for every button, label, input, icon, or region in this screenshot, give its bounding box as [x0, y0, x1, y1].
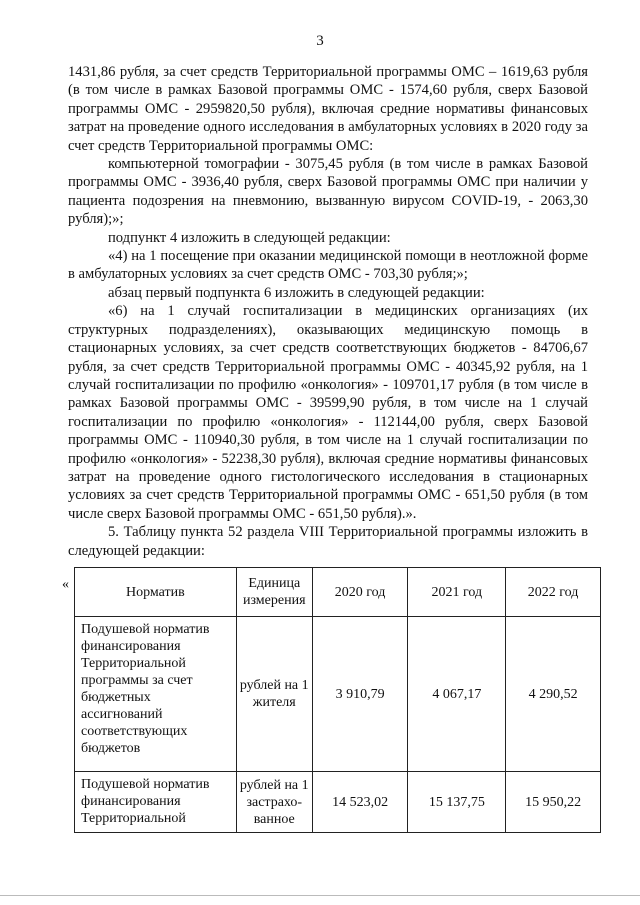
- table-row: [75, 617, 601, 772]
- quote-mark: «: [62, 577, 69, 592]
- value-2020: 3 910,79: [312, 617, 408, 772]
- table-header-row: [75, 568, 601, 617]
- norm-name: Подушевой норматив финансирования Территориальной: [75, 772, 237, 833]
- paragraph: 5. Таблицу пункта 52 раздела VIII Территориальной программы изложить в следующей редакции:: [68, 524, 588, 559]
- norm-name: Подушевой норматив финансирования Территориальной программы за счет бюджетных ассигнований соответствующих бюджетов: [75, 617, 237, 772]
- paragraph: «6) на 1 случай госпитализации в медицинских организациях (их структурных подразделениях), оказывающих медицинскую помощь в стационарных условиях, за счет средств соответствующих бюджетов - 84706,67 рубля, за счет средств Территориальной программы ОМС - 40345,92 рубля, на 1 случай госпитализации по профилю «онкология» - 109701,17 рубля (в том числе в рамках Базовой программы ОМС - 39599,90 рубля, в том числе на 1 случай госпитализации по профилю «онкология» - 112144,00 рубля, сверх Базовой программы ОМС - 110940,30 рубля, в том числе на 1 случай госпитализации по профилю «онкология» - 52238,30 рубля), включая средние нормативы финансовых затрат на проведение одного гистологического исследования в стационарных условиях за счет средств Территориальной программы ОМС - 651,50 рубля (в том числе сверх Базовой программы ОМС - 651,50 рубля).».: [68, 303, 588, 522]
- body-text: [68, 63, 588, 560]
- header-2021: 2021 год: [408, 568, 506, 617]
- paragraph: 1431,86 рубля, за счет средств Территориальной программы ОМС – 1619,63 рубля (в том числе в рамках Базовой программы ОМС - 1574,60 рубля, сверх Базовой программы ОМС - 2959820,50 рубля), включая средние нормативы финансовых затрат на проведение одного исследования в амбулаторных условиях в 2020 году за счет средств Территориальной программы ОМС:: [68, 64, 588, 154]
- header-2020: 2020 год: [312, 568, 408, 617]
- paragraph: абзац первый подпункта 6 изложить в следующей редакции:: [108, 284, 485, 301]
- value-2021: 15 137,75: [408, 772, 506, 833]
- value-2022: 4 290,52: [506, 617, 601, 772]
- value-2021: 4 067,17: [408, 617, 506, 772]
- header-2022: 2022 год: [506, 568, 601, 617]
- header-norm: Норматив: [75, 568, 237, 617]
- value-2020: 14 523,02: [312, 772, 408, 833]
- norms-table: [74, 567, 601, 833]
- paragraph: подпункт 4 изложить в следующей редакции:: [108, 229, 391, 246]
- page-bottom-edge: [0, 895, 640, 896]
- unit: рублей на 1 застрахо-ванное: [236, 772, 312, 833]
- table-row: [75, 772, 601, 833]
- value-2022: 15 950,22: [506, 772, 601, 833]
- header-unit: Единица измерения: [236, 568, 312, 617]
- paragraph: «4) на 1 посещение при оказании медицинской помощи в неотложной форме в амбулаторных условиях за счет средств ОМС - 703,30 рубля;»;: [68, 248, 588, 283]
- page-number: 3: [316, 33, 324, 49]
- paragraph: компьютерной томографии - 3075,45 рубля (в том числе в рамках Базовой программы ОМС - 3936,40 рубля, сверх Базовой программы ОМС при наличии у пациента подозрения на пневмонию, вызванную вирусом COVID-19, - 2063,30 рубля);»;: [68, 156, 588, 228]
- unit: рублей на 1 жителя: [236, 617, 312, 772]
